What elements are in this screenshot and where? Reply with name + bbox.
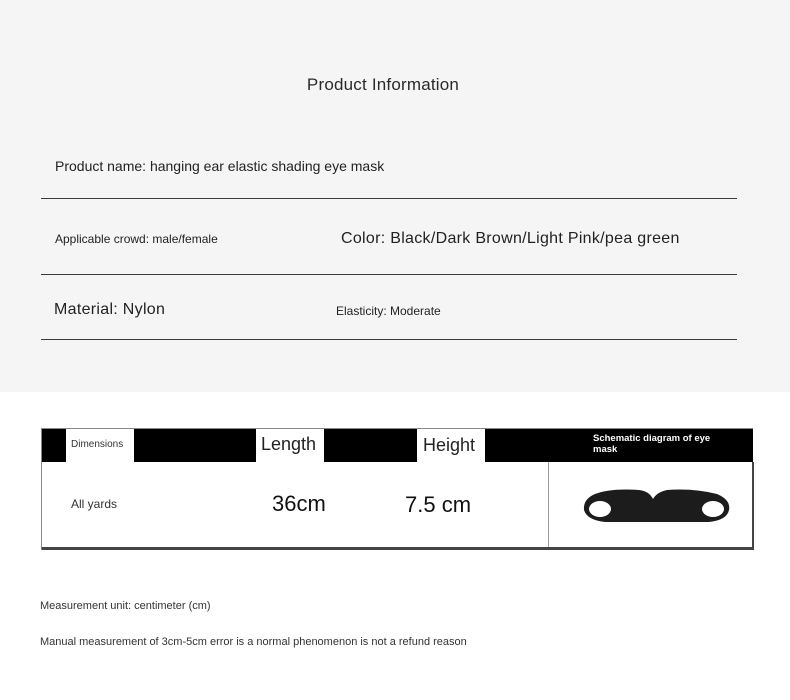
color-text: Color: Black/Dark Brown/Light Pink/pea green [341, 230, 680, 247]
height-value: 7.5 cm [405, 492, 472, 517]
divider-3 [41, 339, 737, 340]
product-name-text: Product name: hanging ear elastic shading eye mask [55, 158, 385, 174]
product-info-title: Product Information [306, 75, 460, 94]
measurement-unit-note: Measurement unit: centimeter (cm) [40, 600, 211, 612]
length-header: Length [261, 434, 317, 454]
row-label-all-yards: All yards [71, 497, 118, 511]
diagram-header: Schematic diagram of eye mask [593, 433, 711, 455]
elasticity-text: Elasticity: Moderate [336, 304, 441, 318]
header-block [134, 429, 256, 462]
height-header: Height [423, 435, 476, 455]
header-block [324, 429, 417, 462]
length-value: 36cm [272, 491, 326, 516]
divider-1 [41, 198, 737, 199]
header-block [42, 429, 66, 462]
table-edge [752, 462, 754, 550]
divider-2 [41, 274, 737, 275]
eye-mask-icon [581, 486, 733, 526]
column-divider [548, 462, 549, 549]
table-bottom-rule [42, 547, 754, 550]
measurement-error-note: Manual measurement of 3cm-5cm error is a normal phenomenon is not a refund reason [40, 636, 467, 648]
material-text: Material: Nylon [54, 301, 166, 318]
dimensions-table [41, 428, 753, 550]
dimensions-header: Dimensions [71, 439, 124, 450]
applicable-crowd-text: Applicable crowd: male/female [55, 232, 218, 246]
